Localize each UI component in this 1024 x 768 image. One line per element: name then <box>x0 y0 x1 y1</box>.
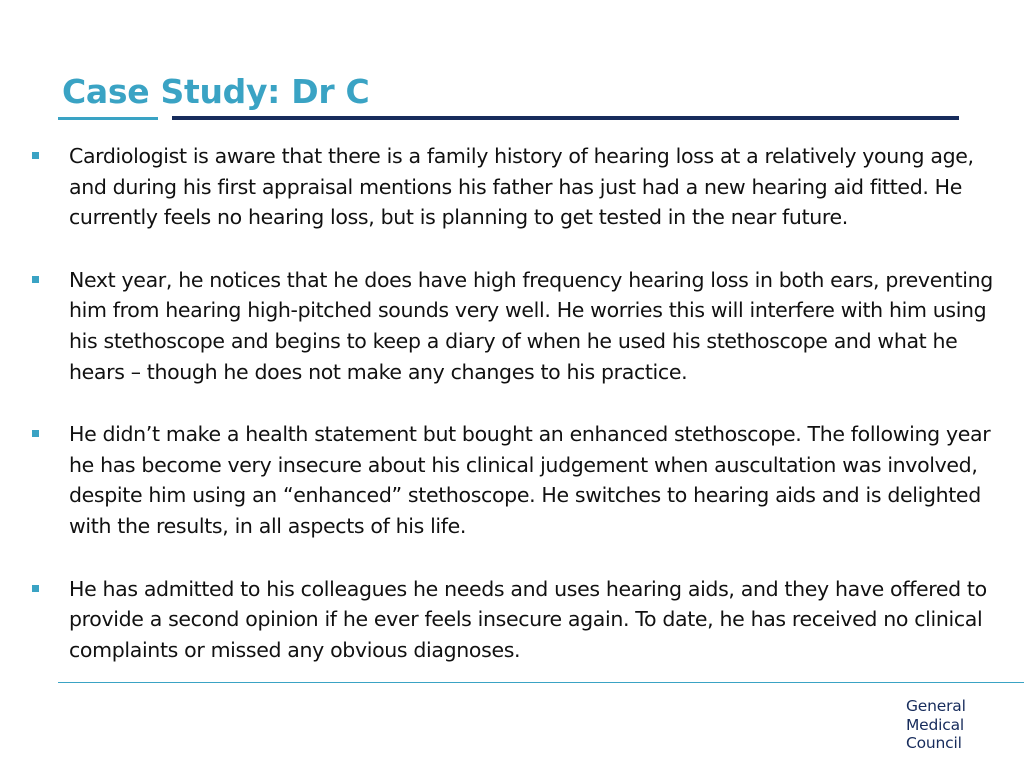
slide-title: Case Study: Dr C <box>62 72 370 111</box>
bullet-item <box>30 419 1015 541</box>
footer-divider <box>58 682 1024 683</box>
logo-line: Council <box>906 734 962 752</box>
bullet-text: He didn’t make a health statement but bought an enhanced stethoscope. The following year he has become very insecure about his clinical judgement when auscultation was involved, despite him using an “enhanced” stethoscope. He switches to hearing aids and is delighted with the results, in all aspects of his life. <box>69 422 991 538</box>
bullet-item <box>30 574 1015 666</box>
title-underline-rule <box>172 116 959 120</box>
square-bullet-icon <box>32 430 39 437</box>
gmc-logo <box>906 697 966 753</box>
bullet-text: Next year, he notices that he does have high frequency hearing loss in both ears, preventing him from hearing high-pitched sounds very well. He worries this will interfere with him using his stethoscope and begins to keep a diary of when he used his stethoscope and what he hears – though he does not make any changes to his practice. <box>69 267 993 384</box>
title-underline-accent <box>58 117 158 120</box>
logo-line: Medical <box>906 715 964 734</box>
bullet-list <box>30 141 1015 665</box>
logo-line: General <box>906 697 966 715</box>
square-bullet-icon <box>32 585 39 592</box>
bullet-text: He has admitted to his colleagues he needs and uses hearing aids, and they have offered to provide a second opinion if he ever feels insecure again. To date, he has received no clinical complaints or missed any obvious diagnoses. <box>69 576 987 662</box>
square-bullet-icon <box>32 276 39 283</box>
bullet-text: Cardiologist is aware that there is a family history of hearing loss at a relatively young age, and during his first appraisal mentions his father has just had a new hearing aid fitted. He currently feels no hearing loss, but is planning to get tested in the near future. <box>69 144 974 230</box>
square-bullet-icon <box>32 152 39 159</box>
bullet-item <box>30 265 1015 387</box>
bullet-item <box>30 141 1015 233</box>
